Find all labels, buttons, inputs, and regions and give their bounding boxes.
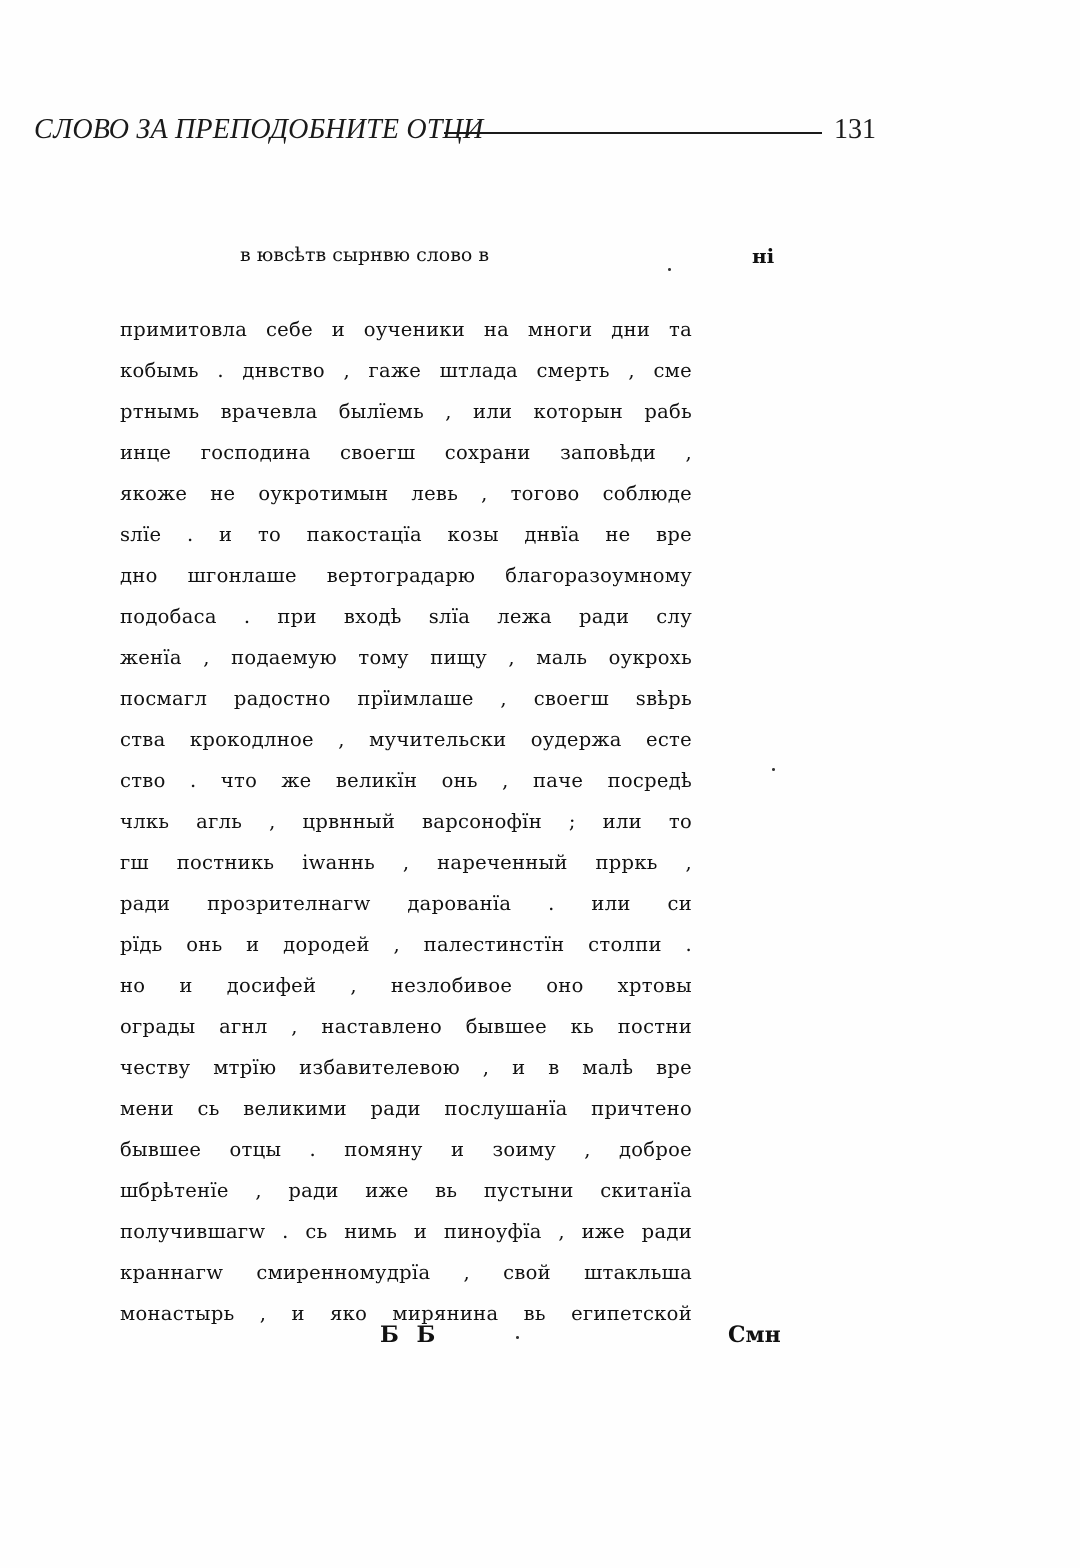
signature-mark: Б Б [380, 1322, 436, 1348]
facsimile-line: честву мтрїю избавителевою , и в малҍ вре [120, 1056, 692, 1079]
facsimile-line: кобымь . днвство , гаже штлада смерть , сме [120, 359, 692, 382]
facsimile-line: посмагл радостно прїимлаше , своегш ѕвҍрь [120, 687, 692, 710]
facsimile-line: гш постникь іwаннь , нареченный прркь , [120, 851, 692, 874]
facsimile-line: шбрҍтенїе , ради иже вь пустыни скитанїа [120, 1179, 692, 1202]
facsimile-line: но и досифей , незлобивое оно хртовы [120, 974, 692, 997]
running-header [34, 104, 876, 154]
print-speck [516, 1336, 519, 1339]
facsimile-line: монастырь , и яко мирянина вь египетской [120, 1302, 692, 1325]
facsimile-line: бывшее отцы . помяну и зоиму , доброе [120, 1138, 692, 1161]
facsimile-top-line: в ювсҍтв сырнвю слово в [240, 244, 490, 266]
facsimile-line: инце господина своегш сохрани заповҍди , [120, 441, 692, 464]
facsimile-line: подобаса . при входҍ ѕлїа лежа ради слу [120, 605, 692, 628]
facsimile-line: примитовла себе и оученики на многи дни та [120, 318, 692, 341]
facsimile-line: ѕлїе . и то пакостацїа козы днвїа не вре [120, 523, 692, 546]
print-speck [772, 768, 775, 771]
catchword: Смн [728, 1322, 781, 1348]
facsimile-line: ограды агнл , наставлено бывшее кь постни [120, 1015, 692, 1038]
facsimile-line: ство . что же великїн онь , паче посредҍ [120, 769, 692, 792]
facsimile-line: ртнымь врачевла былїемь , или которын рабь [120, 400, 692, 423]
facsimile-line: мени сь великими ради послушанїа причтено [120, 1097, 692, 1120]
facsimile-line: ради прозрителнагw дарованїа . или си [120, 892, 692, 915]
running-title: СЛОВО ЗА ПРЕПОДОБНИТЕ ОТЦИ [34, 114, 484, 145]
facsimile-line: получившагw . сь нимь и пиноуфїа , иже ради [120, 1220, 692, 1243]
facsimile-line: женїа , подаемую тому пищу , маль оукрохь [120, 646, 692, 669]
facsimile-line: ства крокодлное , мучительски оудержа есте [120, 728, 692, 751]
facsimile-line: дно шгонлаше вертоградарю благоразоумному [120, 564, 692, 587]
page-number: 131 [834, 114, 876, 145]
facsimile-line: якоже не оукротимын левь , тогово соблюде [120, 482, 692, 505]
sheet-mark: ні [752, 244, 775, 268]
print-speck [668, 268, 671, 271]
facsimile-line: краннагw смиренномудрїа , свой штакльша [120, 1261, 692, 1284]
facsimile-line: рїдь онь и дородей , палестинстїн столпи . [120, 933, 692, 956]
facsimile-line: члкь агль , црвнный варсонофїн ; или то [120, 810, 692, 833]
header-rule [444, 132, 822, 134]
